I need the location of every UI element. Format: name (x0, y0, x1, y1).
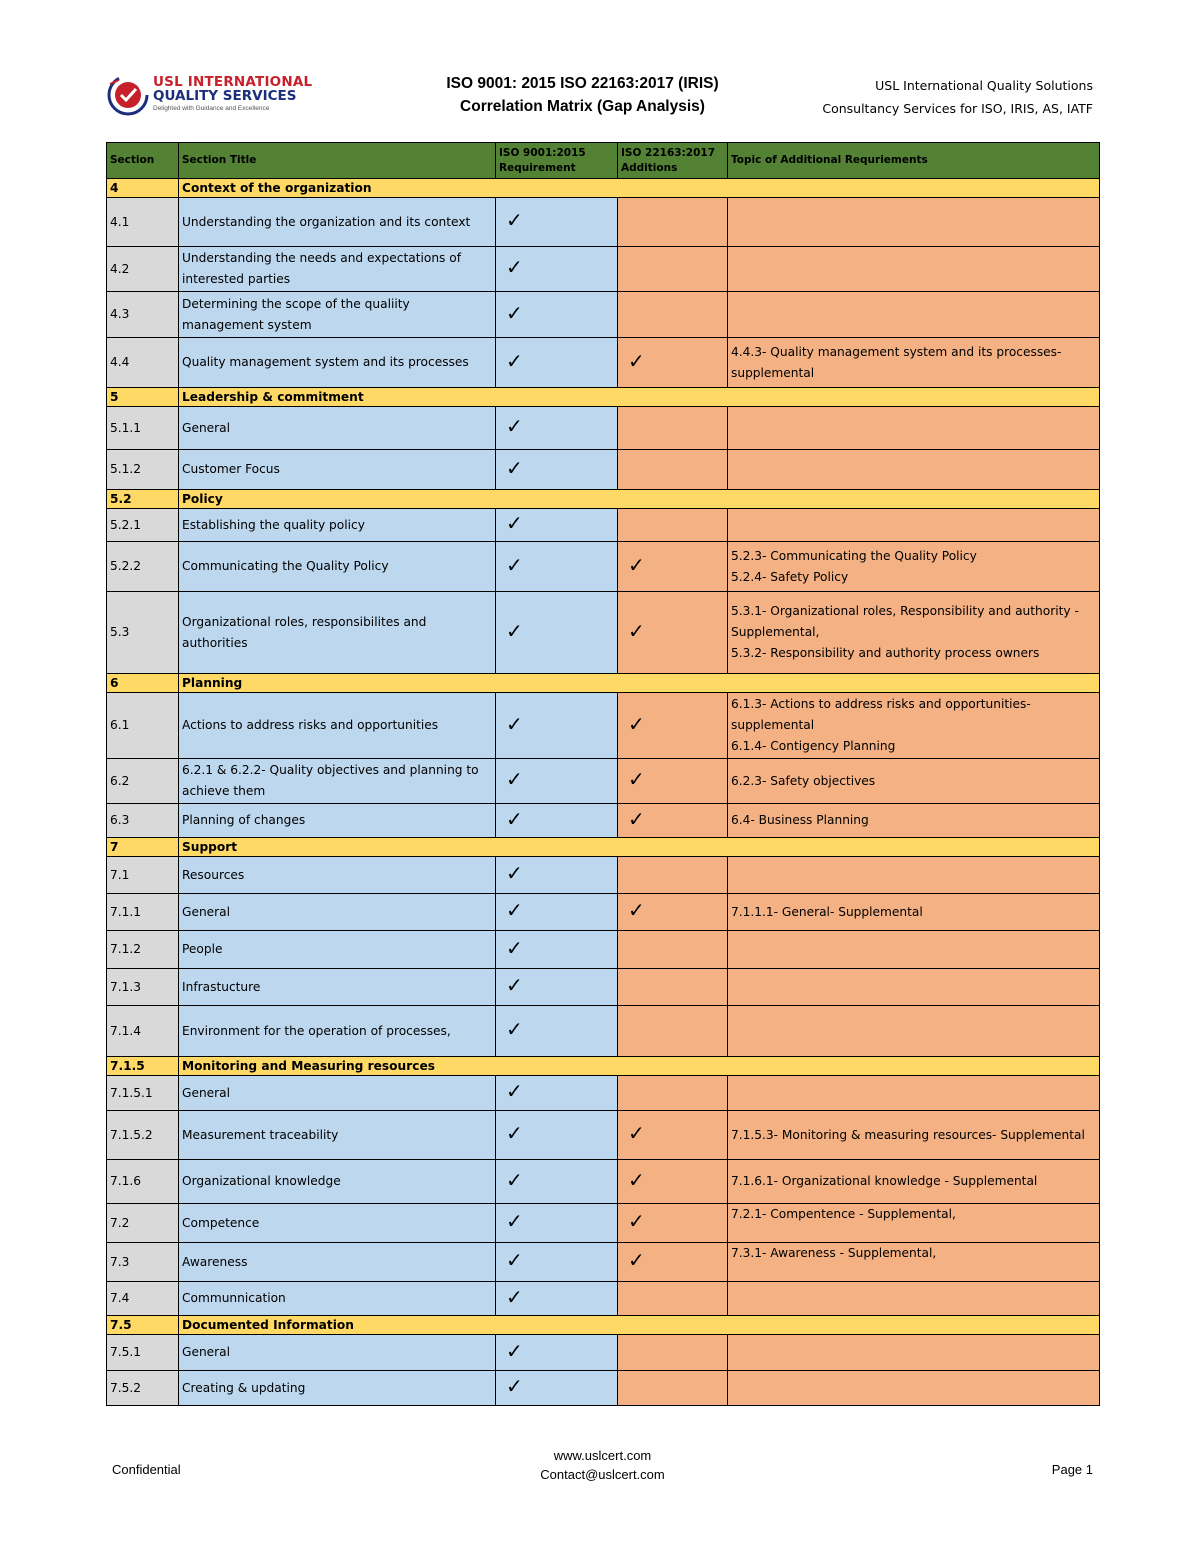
check-mark-icon: ✓ (506, 973, 523, 997)
iso9001-requirement-cell (496, 292, 618, 338)
additional-topic: 7.2.1- Compentence - Supplemental, (728, 1204, 1100, 1243)
iso9001-requirement-cell (496, 1282, 618, 1316)
iso9001-requirement-cell (496, 804, 618, 838)
clause-number: 7.1.2 (107, 931, 179, 969)
section-number: 7.1.5 (107, 1057, 179, 1076)
iso22163-addition-cell (618, 1335, 728, 1371)
company-name: USL International Quality Solutions (875, 78, 1093, 93)
check-mark-icon: ✓ (506, 767, 523, 791)
check-mark-icon: ✓ (506, 898, 523, 922)
additional-topic (728, 292, 1100, 338)
clause-title: General (179, 894, 496, 931)
iso22163-addition-cell (618, 804, 728, 838)
col-header-title: Section Title (179, 143, 496, 179)
additional-topic (728, 969, 1100, 1006)
clause-title: Quality management system and its processes (179, 338, 496, 388)
table-row (107, 857, 1100, 894)
additional-topic (728, 1006, 1100, 1057)
footer-confidential: Confidential (112, 1462, 181, 1477)
clause-title: People (179, 931, 496, 969)
page-header (105, 72, 1099, 122)
clause-title: General (179, 1076, 496, 1111)
table-row (107, 1282, 1100, 1316)
check-mark-icon: ✓ (628, 711, 645, 736)
additional-topic (728, 450, 1100, 490)
section-number: 5.2 (107, 490, 179, 509)
iso22163-addition-cell (618, 292, 728, 338)
col-header-section: Section (107, 143, 179, 179)
check-mark-icon: ✓ (506, 711, 523, 736)
iso9001-requirement-cell (496, 931, 618, 969)
clause-number: 7.4 (107, 1282, 179, 1316)
logo-line2: QUALITY SERVICES (153, 88, 297, 104)
iso22163-addition-cell (618, 1160, 728, 1204)
col-header-iso9001: ISO 9001:2015 Requirement (496, 143, 618, 179)
section-heading: Documented Information (179, 1316, 1100, 1335)
iso9001-requirement-cell (496, 693, 618, 759)
iso22163-addition-cell (618, 1204, 728, 1243)
clause-title: Environment for the operation of processes, (179, 1006, 496, 1057)
title-line2: Correlation Matrix (Gap Analysis) (460, 98, 705, 115)
footer-email: Contact@uslcert.com (540, 1467, 665, 1482)
table-row (107, 931, 1100, 969)
table-row (107, 1371, 1100, 1406)
check-mark-icon: ✓ (506, 208, 523, 232)
col-header-topic: Topic of Additional Requriements (728, 143, 1100, 179)
clause-number: 5.2.2 (107, 542, 179, 592)
clause-number: 4.1 (107, 198, 179, 247)
check-mark-icon: ✓ (628, 1167, 645, 1192)
clause-title: 6.2.1 & 6.2.2- Quality objectives and planning to achieve them (179, 759, 496, 804)
iso9001-requirement-cell (496, 1243, 618, 1282)
section-heading: Policy (179, 490, 1100, 509)
check-mark-icon: ✓ (506, 1079, 523, 1103)
clause-title: Actions to address risks and opportunities (179, 693, 496, 759)
table-header-row (107, 143, 1100, 179)
additional-topic (728, 407, 1100, 450)
iso9001-requirement-cell (496, 894, 618, 931)
additional-topic (728, 1282, 1100, 1316)
table-row (107, 592, 1100, 674)
company-logo (105, 72, 335, 118)
additional-topic: 5.3.1- Organizational roles, Responsibility and authority - Supplemental, 5.3.2- Responsibility and authority process owners (728, 592, 1100, 674)
additional-topic: 7.1.5.3- Monitoring & measuring resources- Supplemental (728, 1111, 1100, 1160)
col-header-iso22163: ISO 22163:2017 Additions (618, 143, 728, 179)
table-row (107, 894, 1100, 931)
check-mark-icon: ✓ (628, 898, 645, 922)
clause-number: 6.1 (107, 693, 179, 759)
clause-number: 5.3 (107, 592, 179, 674)
iso9001-requirement-cell (496, 1160, 618, 1204)
additional-topic: 7.1.6.1- Organizational knowledge - Supplemental (728, 1160, 1100, 1204)
table-row (107, 1204, 1100, 1243)
table-row (107, 247, 1100, 292)
table-row (107, 969, 1100, 1006)
clause-title: Understanding the needs and expectations of interested parties (179, 247, 496, 292)
check-mark-icon: ✓ (506, 300, 523, 325)
clause-number: 7.1.4 (107, 1006, 179, 1057)
table-row (107, 450, 1100, 490)
additional-topic: 6.1.3- Actions to address risks and opportunities- supplemental 6.1.4- Contigency Planning (728, 693, 1100, 759)
check-mark-icon: ✓ (506, 511, 523, 535)
table-row (107, 509, 1100, 542)
check-mark-icon: ✓ (506, 1121, 523, 1145)
iso22163-addition-cell (618, 198, 728, 247)
iso9001-requirement-cell (496, 1076, 618, 1111)
clause-number: 7.5.1 (107, 1335, 179, 1371)
iso22163-addition-cell (618, 509, 728, 542)
iso9001-requirement-cell (496, 247, 618, 292)
check-mark-icon: ✓ (506, 1284, 523, 1309)
check-mark-icon: ✓ (506, 618, 523, 643)
check-mark-icon: ✓ (506, 1017, 523, 1041)
additional-topic: 6.2.3- Safety objectives (728, 759, 1100, 804)
section-row (107, 490, 1100, 509)
clause-number: 7.2 (107, 1204, 179, 1243)
additional-topic (728, 1335, 1100, 1371)
clause-title: Communnication (179, 1282, 496, 1316)
clause-title: Organizational roles, responsibilites and authorities (179, 592, 496, 674)
section-number: 7.5 (107, 1316, 179, 1335)
company-info (822, 74, 1093, 120)
clause-number: 7.1.3 (107, 969, 179, 1006)
footer-contact (106, 1446, 1099, 1484)
clause-number: 6.2 (107, 759, 179, 804)
clause-title: Measurement traceability (179, 1111, 496, 1160)
additional-topic (728, 198, 1100, 247)
iso9001-requirement-cell (496, 969, 618, 1006)
clause-title: Awareness (179, 1243, 496, 1282)
company-services: Consultancy Services for ISO, IRIS, AS, IATF (822, 101, 1093, 116)
check-mark-icon: ✓ (506, 552, 523, 577)
iso9001-requirement-cell (496, 1111, 618, 1160)
section-row (107, 388, 1100, 407)
additional-topic: 5.2.3- Communicating the Quality Policy 5.2.4- Safety Policy (728, 542, 1100, 592)
check-mark-icon: ✓ (506, 935, 523, 960)
footer-website: www.uslcert.com (553, 1448, 652, 1463)
section-number: 5 (107, 388, 179, 407)
page-footer (106, 1446, 1099, 1486)
check-mark-icon: ✓ (506, 806, 523, 831)
table-row (107, 338, 1100, 388)
iso22163-addition-cell (618, 931, 728, 969)
additional-topic (728, 857, 1100, 894)
clause-number: 4.3 (107, 292, 179, 338)
clause-number: 6.3 (107, 804, 179, 838)
iso22163-addition-cell (618, 338, 728, 388)
iso9001-requirement-cell (496, 592, 618, 674)
table-row (107, 1160, 1100, 1204)
iso9001-requirement-cell (496, 407, 618, 450)
clause-title: Communicating the Quality Policy (179, 542, 496, 592)
iso22163-addition-cell (618, 542, 728, 592)
check-mark-icon: ✓ (628, 552, 645, 577)
iso22163-addition-cell (618, 592, 728, 674)
clause-title: Customer Focus (179, 450, 496, 490)
iso9001-requirement-cell (496, 509, 618, 542)
section-row (107, 674, 1100, 693)
clause-title: Creating & updating (179, 1371, 496, 1406)
iso22163-addition-cell (618, 1243, 728, 1282)
check-mark-icon: ✓ (628, 1209, 645, 1233)
additional-topic (728, 1371, 1100, 1406)
table-row (107, 198, 1100, 247)
clause-number: 7.1 (107, 857, 179, 894)
check-mark-icon: ✓ (506, 255, 523, 279)
check-mark-icon: ✓ (506, 1374, 523, 1398)
section-row (107, 179, 1100, 198)
iso22163-addition-cell (618, 693, 728, 759)
iso9001-requirement-cell (496, 1204, 618, 1243)
clause-number: 7.1.1 (107, 894, 179, 931)
logo-tagline: Delighted with Guidance and Excellence (153, 105, 270, 112)
section-heading: Monitoring and Measuring resources (179, 1057, 1100, 1076)
clause-number: 7.1.5.1 (107, 1076, 179, 1111)
correlation-matrix-table (106, 142, 1100, 1406)
clause-number: 7.1.6 (107, 1160, 179, 1204)
section-heading: Planning (179, 674, 1100, 693)
clause-title: Organizational knowledge (179, 1160, 496, 1204)
table-row (107, 693, 1100, 759)
check-mark-icon: ✓ (506, 348, 523, 373)
additional-topic (728, 247, 1100, 292)
clause-title: Competence (179, 1204, 496, 1243)
iso22163-addition-cell (618, 759, 728, 804)
iso22163-addition-cell (618, 1282, 728, 1316)
iso22163-addition-cell (618, 1111, 728, 1160)
clause-title: Planning of changes (179, 804, 496, 838)
clause-title: General (179, 407, 496, 450)
check-mark-icon: ✓ (506, 1167, 523, 1192)
check-mark-icon: ✓ (506, 861, 523, 885)
table-row (107, 292, 1100, 338)
section-row (107, 838, 1100, 857)
table-row (107, 1243, 1100, 1282)
section-number: 4 (107, 179, 179, 198)
table-row (107, 407, 1100, 450)
table-row (107, 1076, 1100, 1111)
additional-topic: 7.1.1.1- General- Supplemental (728, 894, 1100, 931)
check-mark-icon: ✓ (506, 414, 523, 438)
section-number: 6 (107, 674, 179, 693)
iso9001-requirement-cell (496, 1335, 618, 1371)
section-number: 7 (107, 838, 179, 857)
check-mark-icon: ✓ (628, 806, 645, 831)
iso22163-addition-cell (618, 857, 728, 894)
table-body (107, 179, 1100, 1406)
iso22163-addition-cell (618, 1076, 728, 1111)
additional-topic: 7.3.1- Awareness - Supplemental, (728, 1243, 1100, 1282)
iso9001-requirement-cell (496, 1006, 618, 1057)
check-mark-icon: ✓ (506, 1248, 523, 1272)
iso22163-addition-cell (618, 894, 728, 931)
clause-number: 5.1.2 (107, 450, 179, 490)
section-heading: Leadership & commitment (179, 388, 1100, 407)
check-mark-icon: ✓ (628, 348, 645, 373)
table-row (107, 1335, 1100, 1371)
additional-topic (728, 509, 1100, 542)
section-heading: Context of the organization (179, 179, 1100, 198)
iso22163-addition-cell (618, 450, 728, 490)
clause-title: Establishing the quality policy (179, 509, 496, 542)
table-row (107, 804, 1100, 838)
clause-title: Determining the scope of the qualiity management system (179, 292, 496, 338)
iso22163-addition-cell (618, 247, 728, 292)
document-title (405, 72, 760, 118)
clause-number: 7.3 (107, 1243, 179, 1282)
table-row (107, 542, 1100, 592)
clause-number: 7.1.5.2 (107, 1111, 179, 1160)
clause-title: Resources (179, 857, 496, 894)
table-row (107, 759, 1100, 804)
check-mark-icon: ✓ (628, 1248, 645, 1272)
additional-topic (728, 1076, 1100, 1111)
iso9001-requirement-cell (496, 198, 618, 247)
iso22163-addition-cell (618, 1371, 728, 1406)
iso9001-requirement-cell (496, 857, 618, 894)
check-mark-icon: ✓ (628, 767, 645, 791)
check-mark-icon: ✓ (506, 1338, 523, 1363)
check-mark-icon: ✓ (628, 1121, 645, 1145)
logo-emblem-icon (105, 72, 151, 118)
iso9001-requirement-cell (496, 542, 618, 592)
check-mark-icon: ✓ (506, 1209, 523, 1233)
iso9001-requirement-cell (496, 338, 618, 388)
additional-topic: 4.4.3- Quality management system and its processes- supplemental (728, 338, 1100, 388)
additional-topic: 6.4- Business Planning (728, 804, 1100, 838)
clause-number: 4.4 (107, 338, 179, 388)
clause-number: 5.2.1 (107, 509, 179, 542)
iso22163-addition-cell (618, 1006, 728, 1057)
table-row (107, 1111, 1100, 1160)
clause-title: Infrastucture (179, 969, 496, 1006)
footer-page-number: Page 1 (1051, 1462, 1093, 1477)
clause-number: 4.2 (107, 247, 179, 292)
clause-number: 7.5.2 (107, 1371, 179, 1406)
check-mark-icon: ✓ (628, 618, 645, 643)
clause-number: 5.1.1 (107, 407, 179, 450)
section-row (107, 1057, 1100, 1076)
clause-title: Understanding the organization and its context (179, 198, 496, 247)
clause-title: General (179, 1335, 496, 1371)
title-line1: ISO 9001: 2015 ISO 22163:2017 (IRIS) (446, 75, 719, 92)
additional-topic (728, 931, 1100, 969)
iso9001-requirement-cell (496, 450, 618, 490)
check-mark-icon: ✓ (506, 455, 523, 480)
iso9001-requirement-cell (496, 1371, 618, 1406)
logo-line1: USL INTERNATIONAL (153, 74, 313, 90)
section-row (107, 1316, 1100, 1335)
iso9001-requirement-cell (496, 759, 618, 804)
table-row (107, 1006, 1100, 1057)
section-heading: Support (179, 838, 1100, 857)
iso22163-addition-cell (618, 407, 728, 450)
iso22163-addition-cell (618, 969, 728, 1006)
